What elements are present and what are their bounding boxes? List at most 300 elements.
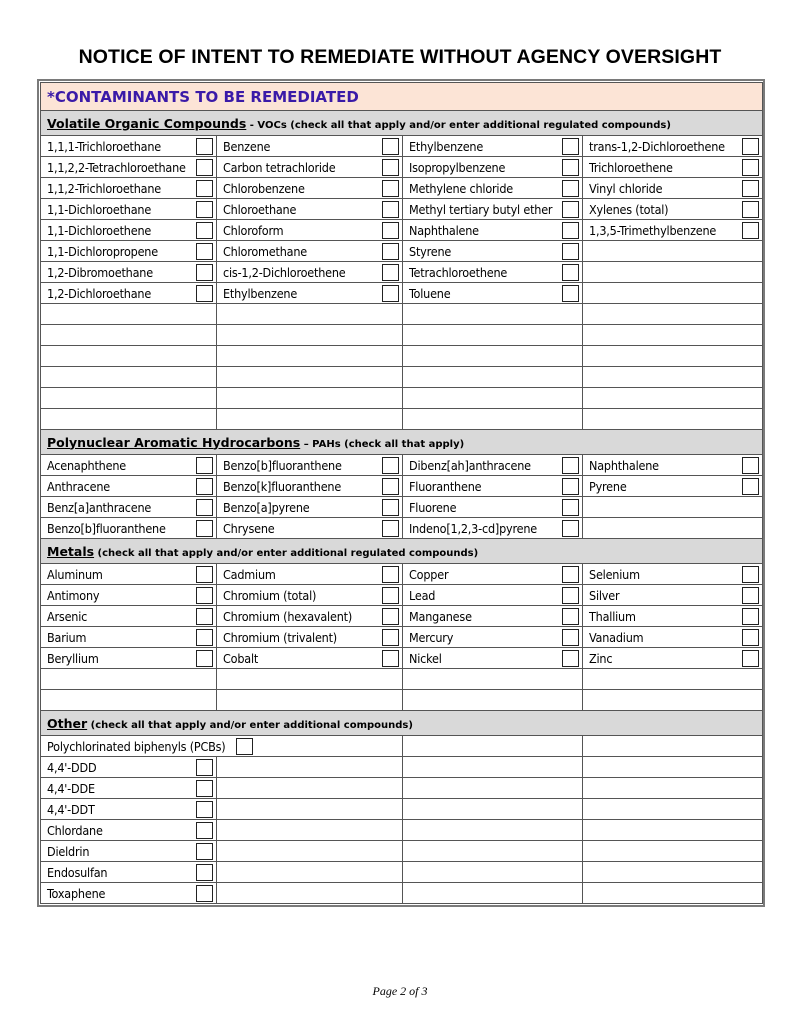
compound-cell	[217, 220, 403, 241]
compound-label: Tetrachloroethene	[409, 265, 508, 280]
entry-cell[interactable]	[403, 690, 583, 711]
empty-entry-row	[41, 388, 763, 409]
checkbox-copper[interactable]	[562, 566, 579, 583]
checkbox-thallium[interactable]	[742, 608, 759, 625]
entry-cell[interactable]	[403, 409, 583, 430]
checkbox-naphthalene[interactable]	[742, 457, 759, 474]
compound-label: Isopropylbenzene	[409, 160, 506, 175]
page-number: Page 2 of 3	[372, 984, 428, 998]
entry-cell[interactable]	[583, 497, 763, 518]
compound-cell	[217, 564, 403, 585]
checkbox-chrysene[interactable]	[382, 520, 399, 537]
entry-cell[interactable]	[41, 409, 217, 430]
checkbox-benzene[interactable]	[382, 138, 399, 155]
checkbox-naphthalene[interactable]	[562, 222, 579, 239]
compound-label: Anthracene	[47, 479, 111, 494]
compound-cell	[403, 518, 583, 539]
checkbox-silver[interactable]	[742, 587, 759, 604]
compound-cell	[41, 841, 217, 862]
page-title: NOTICE OF INTENT TO REMEDIATE WITHOUT AGENCY OVERSIGHT	[78, 46, 722, 68]
empty-entry-row	[41, 409, 763, 430]
table-row	[41, 136, 763, 157]
compound-cell	[41, 820, 217, 841]
checkbox-nickel[interactable]	[562, 650, 579, 667]
compound-label: Antimony	[47, 588, 100, 603]
compound-cell	[41, 283, 217, 304]
compound-label: Vinyl chloride	[589, 181, 663, 196]
checkbox-vanadium[interactable]	[742, 629, 759, 646]
compound-cell	[41, 220, 217, 241]
compound-cell	[583, 627, 763, 648]
entry-cell[interactable]	[217, 841, 403, 862]
compound-cell	[403, 476, 583, 497]
compound-label: Mercury	[409, 630, 454, 645]
checkbox-methyl-tertiary-butyl-ether[interactable]	[562, 201, 579, 218]
entry-cell[interactable]	[403, 388, 583, 409]
section-note: – PAHs (check all that apply)	[300, 438, 465, 450]
compound-cell	[403, 199, 583, 220]
compound-label: Benzene	[223, 139, 271, 154]
compound-label: Toxaphene	[47, 886, 106, 901]
compound-label: Zinc	[589, 651, 613, 666]
entry-cell[interactable]	[403, 304, 583, 325]
compound-cell	[217, 136, 403, 157]
compound-cell	[403, 283, 583, 304]
table-row	[41, 564, 763, 585]
checkbox-4-4-dde[interactable]	[196, 780, 213, 797]
compound-label: Benzo[a]pyrene	[223, 500, 310, 515]
table-row	[41, 518, 763, 539]
table-row	[41, 778, 763, 799]
section-header-cell	[41, 539, 763, 564]
compound-label: Ethylbenzene	[409, 139, 484, 154]
table-row	[41, 455, 763, 476]
compound-label: 1,1-Dichloroethene	[47, 223, 152, 238]
compound-cell	[403, 262, 583, 283]
compound-label: Chlordane	[47, 823, 103, 838]
checkbox-antimony[interactable]	[196, 587, 213, 604]
table-row	[41, 178, 763, 199]
section-title: Other	[47, 715, 88, 731]
compound-cell	[41, 241, 217, 262]
entry-cell[interactable]	[217, 669, 403, 690]
checkbox-ethylbenzene[interactable]	[562, 138, 579, 155]
entry-cell[interactable]	[583, 820, 763, 841]
empty-entry-row	[41, 690, 763, 711]
compound-cell	[583, 564, 763, 585]
checkbox-1-1-dichloropropene[interactable]	[196, 243, 213, 260]
checkbox-dieldrin[interactable]	[196, 843, 213, 860]
compound-cell	[403, 136, 583, 157]
checkbox-mercury[interactable]	[562, 629, 579, 646]
compound-label: 1,2-Dibromoethane	[47, 265, 153, 280]
entry-cell[interactable]	[217, 367, 403, 388]
compound-label: Chrysene	[223, 521, 275, 536]
entry-cell[interactable]	[403, 820, 583, 841]
section-header-other	[41, 711, 763, 736]
compound-cell	[583, 199, 763, 220]
compound-cell	[403, 241, 583, 262]
entry-cell[interactable]	[583, 518, 763, 539]
entry-cell[interactable]	[583, 757, 763, 778]
checkbox-benzo-k-fluoranthene[interactable]	[382, 478, 399, 495]
entry-cell[interactable]	[583, 841, 763, 862]
compound-cell	[41, 778, 217, 799]
entry-cell[interactable]	[403, 757, 583, 778]
checkbox-arsenic[interactable]	[196, 608, 213, 625]
entry-cell[interactable]	[583, 283, 763, 304]
compound-label: 1,1,2-Trichloroethane	[47, 181, 162, 196]
empty-entry-row	[41, 367, 763, 388]
table-row	[41, 476, 763, 497]
table-row	[41, 220, 763, 241]
checkbox-beryllium[interactable]	[196, 650, 213, 667]
compound-cell	[41, 585, 217, 606]
entry-cell[interactable]	[403, 862, 583, 883]
compound-label: 1,3,5-Trimethylbenzene	[589, 223, 717, 238]
empty-entry-row	[41, 304, 763, 325]
entry-cell[interactable]	[217, 304, 403, 325]
entry-cell[interactable]	[217, 778, 403, 799]
compound-label: Silver	[589, 588, 620, 603]
compound-label: 1,1,2,2-Tetrachloroethane	[47, 160, 186, 175]
checkbox-tetrachloroethene[interactable]	[562, 264, 579, 281]
compound-label: Naphthalene	[409, 223, 479, 238]
compound-label: Trichloroethene	[589, 160, 673, 175]
entry-cell[interactable]	[41, 325, 217, 346]
checkbox-trans-1-2-dichloroethene[interactable]	[742, 138, 759, 155]
checkbox-anthracene[interactable]	[196, 478, 213, 495]
compound-cell	[41, 157, 217, 178]
checkbox-chromium-trivalent[interactable]	[382, 629, 399, 646]
checkbox-toluene[interactable]	[562, 285, 579, 302]
compound-label: Copper	[409, 567, 449, 582]
entry-cell[interactable]	[217, 690, 403, 711]
compound-label: Endosulfan	[47, 865, 108, 880]
main-heading: *CONTAMINANTS TO BE REMEDIATED	[41, 83, 763, 111]
compound-label: Ethylbenzene	[223, 286, 298, 301]
checkbox-chloroethane[interactable]	[382, 201, 399, 218]
checkbox-cobalt[interactable]	[382, 650, 399, 667]
contaminants-form	[37, 79, 765, 907]
entry-cell[interactable]	[217, 325, 403, 346]
checkbox-4-4-ddd[interactable]	[196, 759, 213, 776]
section-header-metals	[41, 539, 763, 564]
section-header-cell	[41, 430, 763, 455]
table-row	[41, 648, 763, 669]
compound-cell	[217, 262, 403, 283]
checkbox-benzo-a-pyrene[interactable]	[382, 499, 399, 516]
compound-cell	[583, 648, 763, 669]
compound-cell	[403, 220, 583, 241]
compound-label: Manganese	[409, 609, 472, 624]
section-title: Metals	[47, 543, 95, 559]
empty-entry-row	[41, 325, 763, 346]
compound-label: Dibenz[ah]anthracene	[409, 458, 531, 473]
table-row	[41, 241, 763, 262]
checkbox-1-2-dichloroethane[interactable]	[196, 285, 213, 302]
compound-label: 1,1-Dichloroethane	[47, 202, 152, 217]
entry-cell[interactable]	[583, 262, 763, 283]
compound-cell	[41, 627, 217, 648]
compound-cell	[403, 585, 583, 606]
compound-cell	[41, 648, 217, 669]
compound-label: 1,2-Dichloroethane	[47, 286, 152, 301]
entry-cell[interactable]	[217, 388, 403, 409]
empty-entry-row	[41, 669, 763, 690]
checkbox-1-1-dichloroethene[interactable]	[196, 222, 213, 239]
compound-cell	[41, 757, 217, 778]
table-row	[41, 799, 763, 820]
checkbox-selenium[interactable]	[742, 566, 759, 583]
compound-label: Nickel	[409, 651, 442, 666]
compound-label: Chloroform	[223, 223, 284, 238]
checkbox-chromium-hexavalent[interactable]	[382, 608, 399, 625]
checkbox-manganese[interactable]	[562, 608, 579, 625]
compound-label: Fluorene	[409, 500, 457, 515]
entry-cell[interactable]	[403, 346, 583, 367]
entry-cell[interactable]	[217, 346, 403, 367]
entry-cell[interactable]	[583, 367, 763, 388]
checkbox-indeno-1-2-3-cd-pyrene[interactable]	[562, 520, 579, 537]
entry-cell[interactable]	[583, 241, 763, 262]
checkbox-ethylbenzene[interactable]	[382, 285, 399, 302]
entry-cell[interactable]	[583, 325, 763, 346]
compound-label: 1,1-Dichloropropene	[47, 244, 158, 259]
compound-label: Benzo[b]fluoranthene	[47, 521, 166, 536]
table-row	[41, 585, 763, 606]
compound-label: 4,4'-DDD	[47, 760, 97, 775]
table-row	[41, 757, 763, 778]
entry-cell[interactable]	[403, 778, 583, 799]
compound-label: Methylene chloride	[409, 181, 514, 196]
checkbox-4-4-ddt[interactable]	[196, 801, 213, 818]
compound-label: cis-1,2-Dichloroethene	[223, 265, 346, 280]
checkbox-1-1-1-trichloroethane[interactable]	[196, 138, 213, 155]
main-heading-row	[41, 83, 763, 111]
compound-cell	[583, 455, 763, 476]
compound-label: Fluoranthene	[409, 479, 482, 494]
entry-cell[interactable]	[41, 388, 217, 409]
entry-cell[interactable]	[41, 304, 217, 325]
checkbox-cadmium[interactable]	[382, 566, 399, 583]
checkbox-1-1-2-2-tetrachloroethane[interactable]	[196, 159, 213, 176]
entry-cell[interactable]	[583, 409, 763, 430]
section-header-cell	[41, 111, 763, 136]
compound-label: Acenaphthene	[47, 458, 126, 473]
checkbox-methylene-chloride[interactable]	[562, 180, 579, 197]
compound-cell	[217, 476, 403, 497]
entry-cell[interactable]	[583, 799, 763, 820]
compound-cell	[217, 497, 403, 518]
checkbox-1-2-dibromoethane[interactable]	[196, 264, 213, 281]
compound-label: Barium	[47, 630, 87, 645]
compound-label: Chromium (total)	[223, 588, 317, 603]
entry-cell[interactable]	[583, 346, 763, 367]
section-title: Polynuclear Aromatic Hydrocarbons	[47, 434, 301, 450]
checkbox-lead[interactable]	[562, 587, 579, 604]
entry-cell[interactable]	[41, 690, 217, 711]
table-row	[41, 820, 763, 841]
checkbox-vinyl-chloride[interactable]	[742, 180, 759, 197]
section-note: - VOCs (check all that apply and/or enter additional regulated compounds)	[246, 119, 671, 131]
compound-cell	[583, 606, 763, 627]
compound-label: trans-1,2-Dichloroethene	[589, 139, 725, 154]
checkbox-1-3-5-trimethylbenzene[interactable]	[742, 222, 759, 239]
entry-cell[interactable]	[403, 669, 583, 690]
checkbox-dibenz-ah-anthracene[interactable]	[562, 457, 579, 474]
entry-cell[interactable]	[583, 669, 763, 690]
compound-label: Cobalt	[223, 651, 259, 666]
compound-cell	[217, 157, 403, 178]
compound-label: Chloroethane	[223, 202, 297, 217]
entry-cell[interactable]	[403, 883, 583, 904]
compound-cell	[41, 178, 217, 199]
checkbox-fluoranthene[interactable]	[562, 478, 579, 495]
entry-cell[interactable]	[217, 757, 403, 778]
compound-cell	[217, 606, 403, 627]
compound-label: Pyrene	[589, 479, 627, 494]
checkbox-carbon-tetrachloride[interactable]	[382, 159, 399, 176]
checkbox-pyrene[interactable]	[742, 478, 759, 495]
empty-entry-row	[41, 346, 763, 367]
contaminants-table	[40, 82, 763, 904]
compound-cell	[217, 178, 403, 199]
compound-cell	[403, 497, 583, 518]
entry-cell[interactable]	[217, 862, 403, 883]
entry-cell[interactable]	[403, 736, 583, 757]
section-header-pahs	[41, 430, 763, 455]
table-row	[41, 606, 763, 627]
compound-cell	[583, 220, 763, 241]
entry-cell[interactable]	[217, 409, 403, 430]
compound-label: 4,4'-DDE	[47, 781, 95, 796]
checkbox-xylenes-total[interactable]	[742, 201, 759, 218]
compound-label: Benzo[b]fluoranthene	[223, 458, 342, 473]
checkbox-acenaphthene[interactable]	[196, 457, 213, 474]
checkbox-polychlorinated-biphenyls-pcbs[interactable]	[236, 738, 253, 755]
compound-cell	[41, 262, 217, 283]
checkbox-fluorene[interactable]	[562, 499, 579, 516]
compound-cell	[403, 178, 583, 199]
compound-cell	[217, 627, 403, 648]
section-note: (check all that apply and/or enter additional regulated compounds)	[94, 547, 479, 559]
entry-cell[interactable]	[403, 367, 583, 388]
checkbox-chromium-total[interactable]	[382, 587, 399, 604]
entry-cell[interactable]	[403, 799, 583, 820]
section-header-vocs	[41, 111, 763, 136]
compound-label: Polychlorinated biphenyls (PCBs)	[47, 738, 226, 754]
entry-cell[interactable]	[41, 669, 217, 690]
compound-label: Benzo[k]fluoranthene	[223, 479, 342, 494]
compound-cell	[217, 518, 403, 539]
table-row	[41, 883, 763, 904]
entry-cell[interactable]	[217, 820, 403, 841]
table-row	[41, 497, 763, 518]
entry-cell[interactable]	[583, 304, 763, 325]
table-row	[41, 862, 763, 883]
checkbox-barium[interactable]	[196, 629, 213, 646]
compound-cell	[217, 199, 403, 220]
compound-label: Xylenes (total)	[589, 202, 669, 217]
checkbox-1-1-dichloroethane[interactable]	[196, 201, 213, 218]
compound-label: Cadmium	[223, 567, 276, 582]
compound-label: Chromium (trivalent)	[223, 630, 337, 645]
entry-cell[interactable]	[583, 778, 763, 799]
entry-cell[interactable]	[217, 799, 403, 820]
compound-cell	[41, 455, 217, 476]
compound-cell	[41, 862, 217, 883]
checkbox-benzo-b-fluoranthene[interactable]	[382, 457, 399, 474]
compound-cell	[41, 518, 217, 539]
checkbox-zinc[interactable]	[742, 650, 759, 667]
section-note: (check all that apply and/or enter additional compounds)	[87, 719, 413, 731]
compound-label: Chromium (hexavalent)	[223, 609, 353, 624]
checkbox-trichloroethene[interactable]	[742, 159, 759, 176]
entry-cell[interactable]	[583, 883, 763, 904]
entry-cell[interactable]	[583, 862, 763, 883]
compound-label: Naphthalene	[589, 458, 659, 473]
table-row	[41, 627, 763, 648]
entry-cell[interactable]	[583, 388, 763, 409]
compound-cell	[41, 883, 217, 904]
compound-label: Styrene	[409, 244, 452, 259]
compound-cell	[41, 606, 217, 627]
table-row	[41, 736, 763, 757]
compound-cell	[583, 136, 763, 157]
checkbox-chlorobenzene[interactable]	[382, 180, 399, 197]
compound-cell	[41, 136, 217, 157]
entry-cell[interactable]	[583, 690, 763, 711]
compound-cell	[217, 283, 403, 304]
checkbox-chloromethane[interactable]	[382, 243, 399, 260]
compound-cell	[41, 799, 217, 820]
checkbox-aluminum[interactable]	[196, 566, 213, 583]
entry-cell[interactable]	[583, 736, 763, 757]
compound-label: Indeno[1,2,3-cd]pyrene	[409, 521, 537, 536]
compound-cell	[217, 648, 403, 669]
compound-cell	[583, 178, 763, 199]
section-title: Volatile Organic Compounds	[47, 115, 247, 131]
compound-label: Chlorobenzene	[223, 181, 305, 196]
entry-cell[interactable]	[41, 346, 217, 367]
table-row	[41, 262, 763, 283]
table-row	[41, 841, 763, 862]
entry-cell[interactable]	[403, 841, 583, 862]
checkbox-endosulfan[interactable]	[196, 864, 213, 881]
checkbox-benz-a-anthracene[interactable]	[196, 499, 213, 516]
entry-cell[interactable]	[403, 325, 583, 346]
compound-cell	[41, 497, 217, 518]
table-row	[41, 157, 763, 178]
compound-cell	[583, 476, 763, 497]
entry-cell[interactable]	[41, 367, 217, 388]
compound-label: Selenium	[589, 567, 640, 582]
compound-label: Benz[a]anthracene	[47, 500, 152, 515]
entry-cell[interactable]	[217, 883, 403, 904]
checkbox-1-1-2-trichloroethane[interactable]	[196, 180, 213, 197]
compound-cell	[403, 648, 583, 669]
checkbox-cis-1-2-dichloroethene[interactable]	[382, 264, 399, 281]
checkbox-chloroform[interactable]	[382, 222, 399, 239]
checkbox-styrene[interactable]	[562, 243, 579, 260]
compound-cell	[41, 564, 217, 585]
checkbox-chlordane[interactable]	[196, 822, 213, 839]
checkbox-isopropylbenzene[interactable]	[562, 159, 579, 176]
checkbox-toxaphene[interactable]	[196, 885, 213, 902]
checkbox-benzo-b-fluoranthene[interactable]	[196, 520, 213, 537]
compound-label: Chloromethane	[223, 244, 307, 259]
